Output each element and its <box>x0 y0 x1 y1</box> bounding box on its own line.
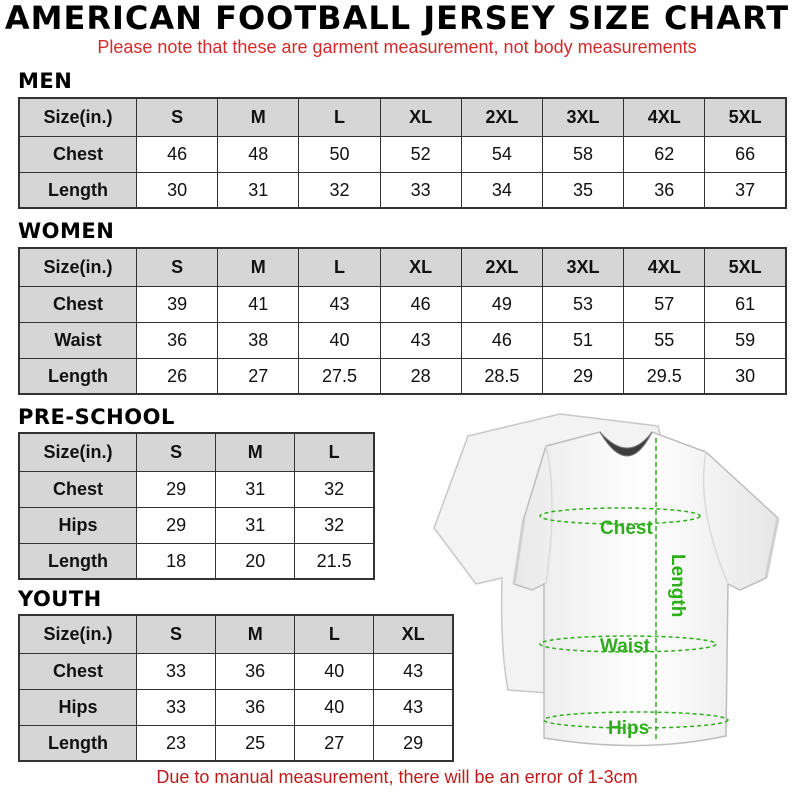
size-col-header: M <box>216 615 295 653</box>
table-cell: 32 <box>295 471 374 507</box>
men-size-table <box>18 97 787 209</box>
jersey-measurement-diagram <box>428 408 788 756</box>
preschool-size-table <box>18 432 375 580</box>
table-cell: 52 <box>380 136 461 172</box>
row-label: Chest <box>19 136 137 172</box>
table-row <box>19 136 786 172</box>
table-cell: 36 <box>216 689 295 725</box>
women-heading: WOMEN <box>18 219 115 243</box>
table-cell: 66 <box>705 136 786 172</box>
table-cell: 55 <box>624 322 705 358</box>
table-cell: 62 <box>624 136 705 172</box>
table-cell: 43 <box>374 689 453 725</box>
size-col-header: L <box>295 615 374 653</box>
table-cell: 23 <box>137 725 216 761</box>
table-cell: 54 <box>461 136 542 172</box>
table-cell: 57 <box>624 286 705 322</box>
table-cell: 43 <box>374 653 453 689</box>
table-cell: 35 <box>542 172 623 208</box>
size-col-header: S <box>137 248 218 286</box>
table-cell: 27.5 <box>299 358 380 394</box>
table-cell: 29 <box>137 507 216 543</box>
size-col-header: 5XL <box>705 98 786 136</box>
size-col-header: L <box>299 98 380 136</box>
row-label: Chest <box>19 286 137 322</box>
garment-note: Please note that these are garment measurement, not body measurements <box>97 37 697 57</box>
table-cell: 28 <box>380 358 461 394</box>
table-row <box>19 471 374 507</box>
size-col-header: 2XL <box>461 248 542 286</box>
size-col-header: M <box>216 433 295 471</box>
table-header-row <box>19 433 374 471</box>
table-cell: 32 <box>299 172 380 208</box>
table-cell: 50 <box>299 136 380 172</box>
length-label: Length <box>667 554 688 618</box>
table-cell: 40 <box>299 322 380 358</box>
row-label: Length <box>19 358 137 394</box>
size-col-header: S <box>137 433 216 471</box>
size-col-header: 4XL <box>624 98 705 136</box>
table-cell: 32 <box>295 507 374 543</box>
size-col-header: M <box>218 248 299 286</box>
table-cell: 59 <box>705 322 786 358</box>
table-cell: 27 <box>218 358 299 394</box>
row-label: Length <box>19 172 137 208</box>
table-cell: 34 <box>461 172 542 208</box>
table-cell: 46 <box>461 322 542 358</box>
chest-label: Chest <box>600 518 653 539</box>
men-heading: MEN <box>18 69 73 93</box>
table-cell: 33 <box>137 653 216 689</box>
row-label: Length <box>19 725 137 761</box>
table-header-row <box>19 615 453 653</box>
row-label: Hips <box>19 507 137 543</box>
table-cell: 48 <box>218 136 299 172</box>
row-label: Hips <box>19 689 137 725</box>
table-header-row <box>19 248 786 286</box>
table-cell: 31 <box>216 507 295 543</box>
table-row <box>19 725 453 761</box>
table-cell: 21.5 <box>295 543 374 579</box>
size-col-header: 3XL <box>542 248 623 286</box>
table-cell: 29 <box>137 471 216 507</box>
table-row <box>19 358 786 394</box>
table-cell: 18 <box>137 543 216 579</box>
table-cell: 27 <box>295 725 374 761</box>
table-cell: 40 <box>295 689 374 725</box>
measurement-error-note: Due to manual measurement, there will be an error of 1-3cm <box>156 767 638 787</box>
row-label: Length <box>19 543 137 579</box>
youth-size-table <box>18 614 454 762</box>
table-cell: 25 <box>216 725 295 761</box>
row-label: Chest <box>19 471 137 507</box>
table-cell: 26 <box>137 358 218 394</box>
table-cell: 43 <box>380 322 461 358</box>
table-row <box>19 507 374 543</box>
table-cell: 41 <box>218 286 299 322</box>
table-cell: 36 <box>137 322 218 358</box>
table-row <box>19 322 786 358</box>
table-cell: 29 <box>374 725 453 761</box>
size-col-header: XL <box>380 98 461 136</box>
table-cell: 30 <box>137 172 218 208</box>
size-col-header: 4XL <box>624 248 705 286</box>
chart-title: AMERICAN FOOTBALL JERSEY SIZE CHART <box>4 0 790 37</box>
table-cell: 46 <box>380 286 461 322</box>
size-col-header: XL <box>374 615 453 653</box>
size-col-header: M <box>218 98 299 136</box>
table-cell: 33 <box>380 172 461 208</box>
size-col-header: 2XL <box>461 98 542 136</box>
table-row <box>19 172 786 208</box>
size-col-header: S <box>137 98 218 136</box>
table-cell: 31 <box>218 172 299 208</box>
table-row <box>19 286 786 322</box>
size-col-header: 3XL <box>542 98 623 136</box>
size-col-header: XL <box>380 248 461 286</box>
size-header-label: Size(in.) <box>19 615 137 653</box>
waist-label: Waist <box>600 636 650 657</box>
women-size-table <box>18 247 787 395</box>
table-cell: 51 <box>542 322 623 358</box>
preschool-heading: PRE-SCHOOL <box>18 405 175 429</box>
row-label: Waist <box>19 322 137 358</box>
table-row <box>19 653 453 689</box>
table-cell: 61 <box>705 286 786 322</box>
youth-heading: YOUTH <box>18 587 102 611</box>
table-cell: 29.5 <box>624 358 705 394</box>
table-cell: 28.5 <box>461 358 542 394</box>
table-cell: 38 <box>218 322 299 358</box>
table-cell: 46 <box>137 136 218 172</box>
table-cell: 20 <box>216 543 295 579</box>
size-header-label: Size(in.) <box>19 433 137 471</box>
table-cell: 53 <box>542 286 623 322</box>
size-col-header: L <box>299 248 380 286</box>
table-cell: 31 <box>216 471 295 507</box>
table-header-row <box>19 98 786 136</box>
table-cell: 58 <box>542 136 623 172</box>
table-cell: 29 <box>542 358 623 394</box>
size-header-label: Size(in.) <box>19 98 137 136</box>
hips-label: Hips <box>608 718 650 739</box>
size-col-header: S <box>137 615 216 653</box>
table-cell: 33 <box>137 689 216 725</box>
table-row <box>19 689 453 725</box>
table-cell: 37 <box>705 172 786 208</box>
table-cell: 30 <box>705 358 786 394</box>
size-col-header: L <box>295 433 374 471</box>
table-row <box>19 543 374 579</box>
table-cell: 40 <box>295 653 374 689</box>
table-cell: 36 <box>216 653 295 689</box>
table-cell: 43 <box>299 286 380 322</box>
table-cell: 36 <box>624 172 705 208</box>
table-cell: 39 <box>137 286 218 322</box>
row-label: Chest <box>19 653 137 689</box>
table-cell: 49 <box>461 286 542 322</box>
jersey-front-shape <box>514 432 778 746</box>
size-col-header: 5XL <box>705 248 786 286</box>
size-header-label: Size(in.) <box>19 248 137 286</box>
